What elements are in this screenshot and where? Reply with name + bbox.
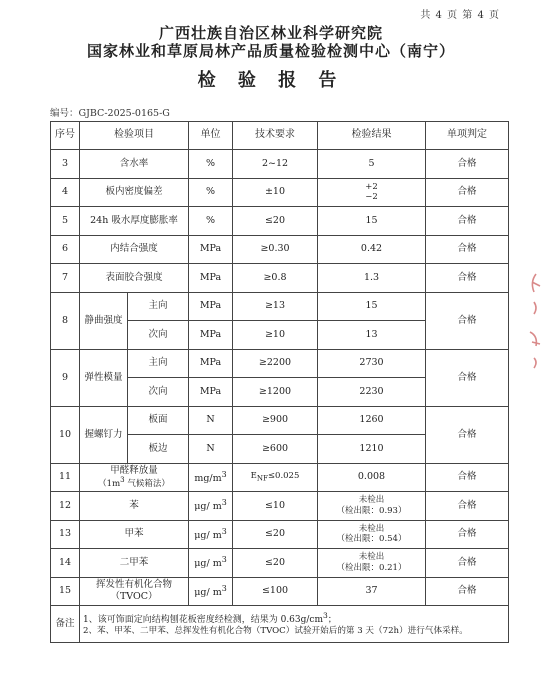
row-judge: 合格	[426, 264, 509, 293]
header-cell: 单项判定	[426, 122, 509, 150]
unit-text: μg/ m	[194, 501, 222, 513]
item-line: （TVOC）	[110, 591, 158, 603]
row-unit: %	[189, 150, 233, 179]
row-req: ≤20	[233, 549, 318, 578]
row-no: 14	[51, 549, 80, 578]
superscript: 3	[221, 583, 227, 593]
row-no: 4	[51, 178, 80, 207]
row-unit	[189, 520, 233, 549]
row-item: 板内密度偏差	[80, 178, 189, 207]
row-result	[318, 549, 426, 578]
remark-line-1	[83, 611, 506, 626]
row-item: 内结合强度	[80, 235, 189, 264]
result-line: （检出限：0.21）	[336, 562, 407, 573]
table-row	[51, 463, 509, 492]
result-line: 未检出	[358, 552, 385, 563]
row-item: 24h 吸水厚度膨胀率	[80, 207, 189, 236]
row-sub: 次向	[128, 378, 189, 407]
table-row	[51, 292, 509, 321]
row-req: ≥600	[233, 435, 318, 464]
row-item: 弹性模量	[80, 349, 128, 406]
subscript: NF	[256, 473, 268, 483]
table-row	[51, 178, 509, 207]
result-line: 未检出	[358, 523, 385, 534]
row-no: 12	[51, 492, 80, 521]
unit-text: μg/ m	[194, 558, 222, 570]
table-row	[51, 549, 509, 578]
row-result	[318, 178, 426, 207]
row-result: 0.008	[318, 463, 426, 492]
table-row	[51, 235, 509, 264]
report-title: 检 验 报 告	[197, 70, 345, 91]
row-result: 1.3	[318, 264, 426, 293]
row-result: 15	[318, 207, 426, 236]
row-item	[80, 577, 189, 606]
row-item: 二甲苯	[80, 549, 189, 578]
row-result: 37	[318, 577, 426, 606]
table-row	[51, 349, 509, 378]
unit-text: mg/m	[194, 472, 222, 484]
row-sub: 板边	[128, 435, 189, 464]
row-unit: MPa	[189, 264, 233, 293]
row-req: 2~12	[233, 150, 318, 179]
row-item: 握螺钉力	[80, 406, 128, 463]
row-item: 表面胶合强度	[80, 264, 189, 293]
row-judge: 合格	[426, 349, 509, 406]
inspection-table	[50, 121, 509, 643]
row-item: 苯	[80, 492, 189, 521]
row-req: ≤10	[233, 492, 318, 521]
remark-part: 1、该可饰面定向结构刨花板密度经检测，结果为 0.63g/cm	[83, 615, 323, 625]
row-judge: 合格	[426, 292, 509, 349]
row-unit	[189, 492, 233, 521]
row-req: ≥13	[233, 292, 318, 321]
row-unit: MPa	[189, 292, 233, 321]
row-no: 6	[51, 235, 80, 264]
table-row	[51, 520, 509, 549]
superscript: 3	[221, 555, 227, 565]
row-req: ≤20	[233, 207, 318, 236]
row-sub: 次向	[128, 321, 189, 350]
table-row	[51, 207, 509, 236]
row-unit: N	[189, 406, 233, 435]
row-judge: 合格	[426, 406, 509, 463]
table-row	[51, 264, 509, 293]
row-req: ≥10	[233, 321, 318, 350]
unit-text: μg/ m	[194, 586, 222, 598]
result-line: （检出限：0.54）	[336, 534, 407, 545]
table-row	[51, 492, 509, 521]
center-title: 国家林业和草原局林产品质量检验检测中心（南宁）	[86, 42, 455, 60]
header-cell: 单位	[189, 122, 233, 150]
item-line: 挥发性有机化合物	[95, 579, 172, 591]
header-cell: 技术要求	[233, 122, 318, 150]
row-unit: %	[189, 178, 233, 207]
item-part: （1m	[98, 479, 121, 490]
row-no: 3	[51, 150, 80, 179]
remarks-text	[80, 606, 509, 643]
row-no: 8	[51, 292, 80, 349]
row-req: ≥1200	[233, 378, 318, 407]
row-unit	[189, 577, 233, 606]
row-no: 15	[51, 577, 80, 606]
row-judge: 合格	[426, 577, 509, 606]
row-item	[80, 463, 189, 492]
row-unit	[189, 463, 233, 492]
row-req: ≥0.30	[233, 235, 318, 264]
superscript: 3	[221, 526, 227, 536]
result-line: （检出限：0.93）	[336, 505, 407, 516]
row-judge: 合格	[426, 178, 509, 207]
remark-line-2: 2、苯、甲苯、二甲苯、总挥发性有机化合物（TVOC）试验开始后的第 3 天（72h）进行气体采样。	[83, 626, 468, 637]
row-result	[318, 520, 426, 549]
row-result: 2730	[318, 349, 426, 378]
row-result: 15	[318, 292, 426, 321]
row-no: 9	[51, 349, 80, 406]
row-result: 13	[318, 321, 426, 350]
row-unit: MPa	[189, 349, 233, 378]
row-sub: 板面	[128, 406, 189, 435]
header-cell: 检验结果	[318, 122, 426, 150]
row-item: 含水率	[80, 150, 189, 179]
row-req: ≤100	[233, 577, 318, 606]
row-req: ≥900	[233, 406, 318, 435]
result-line: 未检出	[358, 495, 385, 506]
row-result: 2230	[318, 378, 426, 407]
row-item: 甲苯	[80, 520, 189, 549]
header-cell: 检验项目	[80, 122, 189, 150]
superscript: 3	[221, 498, 227, 508]
row-no: 11	[51, 463, 80, 492]
page-info: 共 4 页 第 4 页	[420, 10, 500, 21]
row-unit: MPa	[189, 235, 233, 264]
row-item: 静曲强度	[80, 292, 128, 349]
row-req	[233, 463, 318, 492]
table-header	[51, 122, 509, 150]
row-no: 5	[51, 207, 80, 236]
superscript: 3	[120, 475, 125, 485]
req-part: ≤0.025	[267, 470, 300, 481]
row-judge: 合格	[426, 549, 509, 578]
remarks-label: 备注	[51, 606, 80, 643]
row-judge: 合格	[426, 235, 509, 264]
row-req: ≥2200	[233, 349, 318, 378]
row-req: ≤20	[233, 520, 318, 549]
superscript: 3	[221, 469, 227, 479]
row-judge: 合格	[426, 520, 509, 549]
row-result: 0.42	[318, 235, 426, 264]
row-unit: MPa	[189, 321, 233, 350]
row-result: 1260	[318, 406, 426, 435]
table-row	[51, 406, 509, 435]
unit-text: μg/ m	[194, 529, 222, 541]
row-result	[318, 492, 426, 521]
item-part: 气候箱法）	[124, 479, 170, 490]
row-unit	[189, 549, 233, 578]
row-judge: 合格	[426, 150, 509, 179]
row-no: 10	[51, 406, 80, 463]
seal-stamp-fragment	[522, 262, 542, 382]
result-minus: −2	[365, 192, 378, 203]
report-code: 编号：GJBC-2025-0165-G	[50, 108, 170, 119]
row-unit: %	[189, 207, 233, 236]
row-req: ≥0.8	[233, 264, 318, 293]
item-line: 甲醛释放量	[110, 464, 158, 476]
row-req: ±10	[233, 178, 318, 207]
row-result: 1210	[318, 435, 426, 464]
row-sub: 主向	[128, 349, 189, 378]
row-unit: MPa	[189, 378, 233, 407]
result-plus: +2	[365, 181, 378, 192]
row-no: 13	[51, 520, 80, 549]
institute-title: 广西壮族自治区林业科学研究院	[158, 24, 383, 42]
table-row	[51, 577, 509, 606]
header-cell: 序号	[51, 122, 80, 150]
row-judge: 合格	[426, 207, 509, 236]
item-line	[82, 476, 186, 489]
row-no: 7	[51, 264, 80, 293]
row-judge: 合格	[426, 492, 509, 521]
row-result: 5	[318, 150, 426, 179]
req-part: E	[250, 470, 257, 481]
superscript: 3	[323, 611, 328, 620]
row-unit: N	[189, 435, 233, 464]
table-row	[51, 150, 509, 179]
remark-part: ；	[327, 615, 337, 625]
row-judge: 合格	[426, 463, 509, 492]
remarks-row	[51, 606, 509, 643]
row-sub: 主向	[128, 292, 189, 321]
